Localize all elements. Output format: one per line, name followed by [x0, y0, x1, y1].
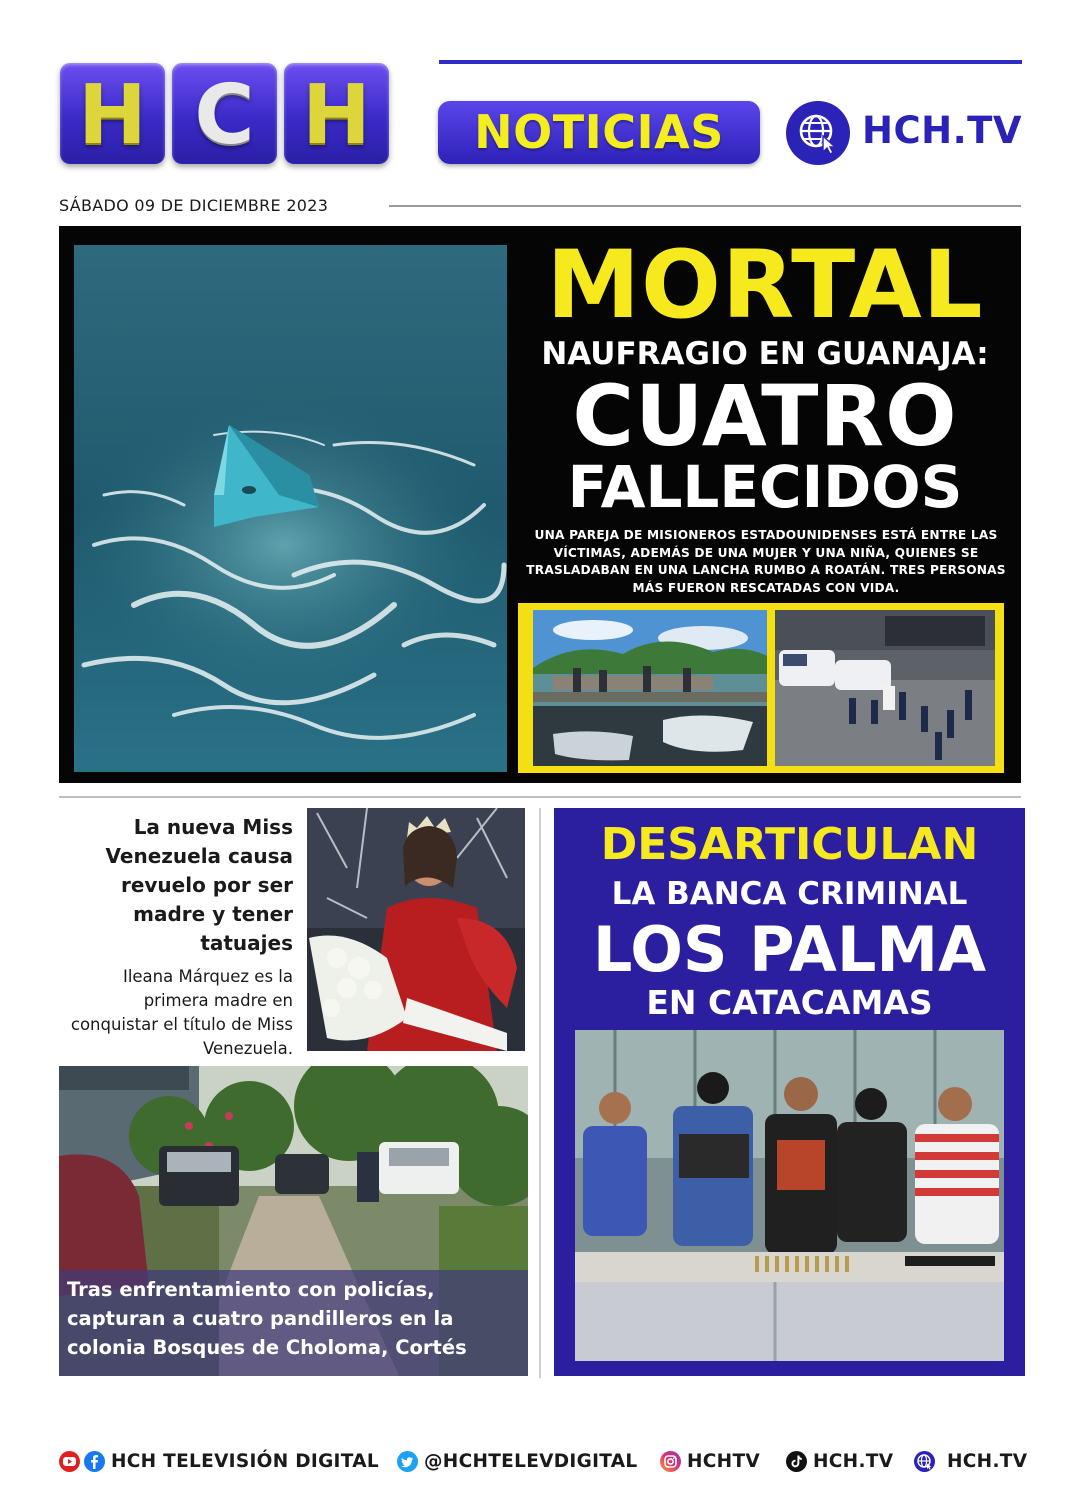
footer-instagram-label: HCHTV — [687, 1450, 760, 1472]
miss-summary: Ileana Márquez es la primera madre en conquistar el título de Miss Venezuela. — [70, 967, 293, 1058]
facebook-icon[interactable] — [84, 1451, 105, 1472]
miss-headline[interactable]: La nueva Miss Venezuela causa revuelo por ser madre y tener tatuajes — [105, 815, 293, 955]
logo-letter-h1: H — [60, 63, 165, 164]
youtube-icon[interactable] — [59, 1451, 80, 1472]
miss-venezuela-photo[interactable] — [307, 808, 525, 1051]
lead-kicker: MORTAL — [546, 231, 984, 340]
lead-summary: UNA PAREJA DE MISIONEROS ESTADOUNIDENSES ESTÁ ENTRE LAS VÍCTIMAS, ADEMÁS DE UNA MUJER Y UNA NIÑA, QUIENES SE TRASLADABAN EN UNA LANCHA RUMBO A ROATÁN. TRES PERSONAS MÁS FUERON RESCATADAS CON VIDA. — [526, 528, 1006, 595]
footer-web-label: HCH.TV — [947, 1450, 1028, 1472]
lead-headline-line1: NAUFRAGIO EN GUANAJA: — [541, 336, 989, 372]
footer-tiktok-label: HCH.TV — [813, 1450, 894, 1472]
site-url[interactable]: HCH.TV — [862, 109, 1023, 152]
tiktok-icon[interactable] — [786, 1451, 807, 1472]
palma-headline-line3: LOS PALMA — [592, 913, 987, 986]
police-airstrip-photo — [775, 610, 995, 766]
web-globe-icon[interactable] — [914, 1451, 935, 1472]
footer-twitter-label: @HCHTELEVDIGITAL — [424, 1450, 638, 1472]
section-divider — [59, 796, 1021, 798]
footer-twitter[interactable] — [397, 1448, 637, 1474]
dock-rescue-photo — [533, 610, 767, 766]
footer-instagram[interactable] — [660, 1448, 760, 1474]
lead-headline-line3: FALLECIDOS — [567, 453, 963, 521]
issue-date: SÁBADO 09 DE DICIEMBRE 2023 — [59, 196, 329, 215]
choloma-headline[interactable]: Tras enfrentamiento con policías, capturan a cuatro pandilleros en la colonia Bosques de Choloma, Cortés — [67, 1278, 467, 1359]
section-label: NOTICIAS — [438, 101, 760, 164]
logo-letter-c: C — [172, 63, 277, 164]
palma-headline-line4: EN CATACAMAS — [646, 983, 933, 1022]
footer-facebook-label: HCH TELEVISIÓN DIGITAL — [111, 1450, 379, 1472]
footer-social-bar — [59, 1448, 1028, 1474]
globe-cursor-icon[interactable] — [786, 101, 850, 165]
logo-letter-h2: H — [284, 63, 389, 164]
arrest-presentation-photo[interactable] — [575, 1030, 1004, 1361]
lead-headline-line2: CUATRO — [572, 367, 958, 465]
date-rule — [389, 205, 1021, 207]
footer-youtube-facebook[interactable] — [59, 1448, 379, 1474]
instagram-icon[interactable] — [660, 1451, 681, 1472]
footer-web[interactable] — [914, 1448, 1027, 1474]
header-rule — [439, 60, 1022, 64]
palma-headline-line2: LA BANCA CRIMINAL — [611, 876, 968, 912]
column-divider — [539, 808, 541, 1378]
capsized-boat-photo — [74, 245, 507, 772]
footer-tiktok[interactable] — [786, 1448, 893, 1474]
palma-headline-line1[interactable]: DESARTICULAN — [600, 819, 979, 870]
twitter-icon[interactable] — [397, 1451, 418, 1472]
